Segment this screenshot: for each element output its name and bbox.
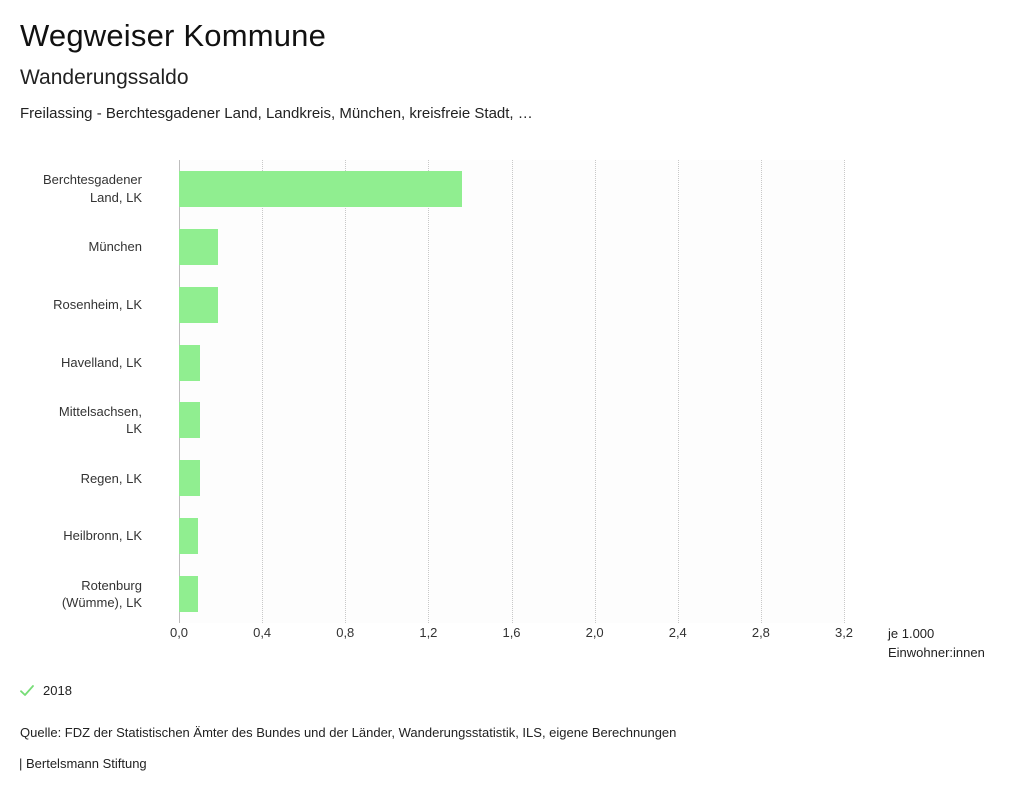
check-icon — [20, 684, 34, 698]
bar[interactable] — [179, 518, 198, 554]
category-label: München — [88, 239, 142, 255]
bar[interactable] — [179, 402, 200, 438]
bar-row — [179, 160, 844, 218]
bar-chart — [0, 155, 1024, 660]
bar-row — [179, 276, 844, 334]
bar-row — [179, 565, 844, 623]
bar[interactable] — [179, 460, 200, 496]
category-label: Rotenburg (Wümme), LK — [61, 577, 142, 611]
bar[interactable] — [179, 171, 462, 207]
bar-row — [179, 218, 844, 276]
plot-area — [179, 160, 844, 623]
page-title: Wegweiser Kommune — [20, 18, 327, 53]
x-tick-label: 2,8 — [751, 625, 770, 640]
x-tick-label: 1,6 — [502, 625, 521, 640]
x-tick-label: 2,4 — [668, 625, 687, 640]
category-label: Mittelsachsen, LK — [58, 403, 142, 437]
axis-unit-line1: je 1.000 — [888, 626, 935, 641]
x-tick-label: 0,8 — [336, 625, 355, 640]
axis-unit-line2: Einwohner:innen — [888, 644, 985, 660]
x-tick-label: 0,4 — [253, 625, 272, 640]
axis-unit-label — [888, 625, 1018, 663]
x-tick-label: 2,0 — [585, 625, 604, 640]
chart-caption: Freilassing - Berchtesgadener Land, Landkreis, München, kreisfreie Stadt, … — [20, 105, 533, 122]
bar[interactable] — [179, 229, 218, 265]
legend-item-label: 2018 — [43, 683, 72, 698]
bar-row — [179, 507, 844, 565]
category-label: Heilbronn, LK — [63, 528, 142, 544]
organization-note: | Bertelsmann Stiftung — [19, 756, 147, 771]
category-label: Berchtesgadener Land, LK — [42, 172, 142, 205]
bar-row — [179, 392, 844, 450]
bar[interactable] — [179, 345, 200, 381]
bar[interactable] — [179, 576, 198, 612]
x-tick-label: 3,2 — [834, 625, 854, 640]
source-note: Quelle: FDZ der Statistischen Ämter des Bundes und der Länder, Wanderungsstatistik, ILS, eigene Berechnungen — [20, 725, 677, 740]
x-tick-label: 0,0 — [169, 625, 189, 640]
x-tick-label: 1,2 — [419, 625, 438, 640]
legend[interactable] — [20, 683, 72, 698]
gridline — [844, 160, 845, 623]
category-label: Regen, LK — [80, 470, 142, 486]
bar[interactable] — [179, 287, 218, 323]
bar-row — [179, 449, 844, 507]
category-axis — [0, 160, 160, 623]
chart-subtitle: Wanderungssaldo — [20, 66, 189, 89]
bar-rows — [179, 160, 844, 623]
category-label: Havelland, LK — [61, 354, 142, 370]
bar-row — [179, 334, 844, 392]
x-axis-ticks — [169, 625, 854, 645]
category-label: Rosenheim, LK — [53, 296, 142, 312]
